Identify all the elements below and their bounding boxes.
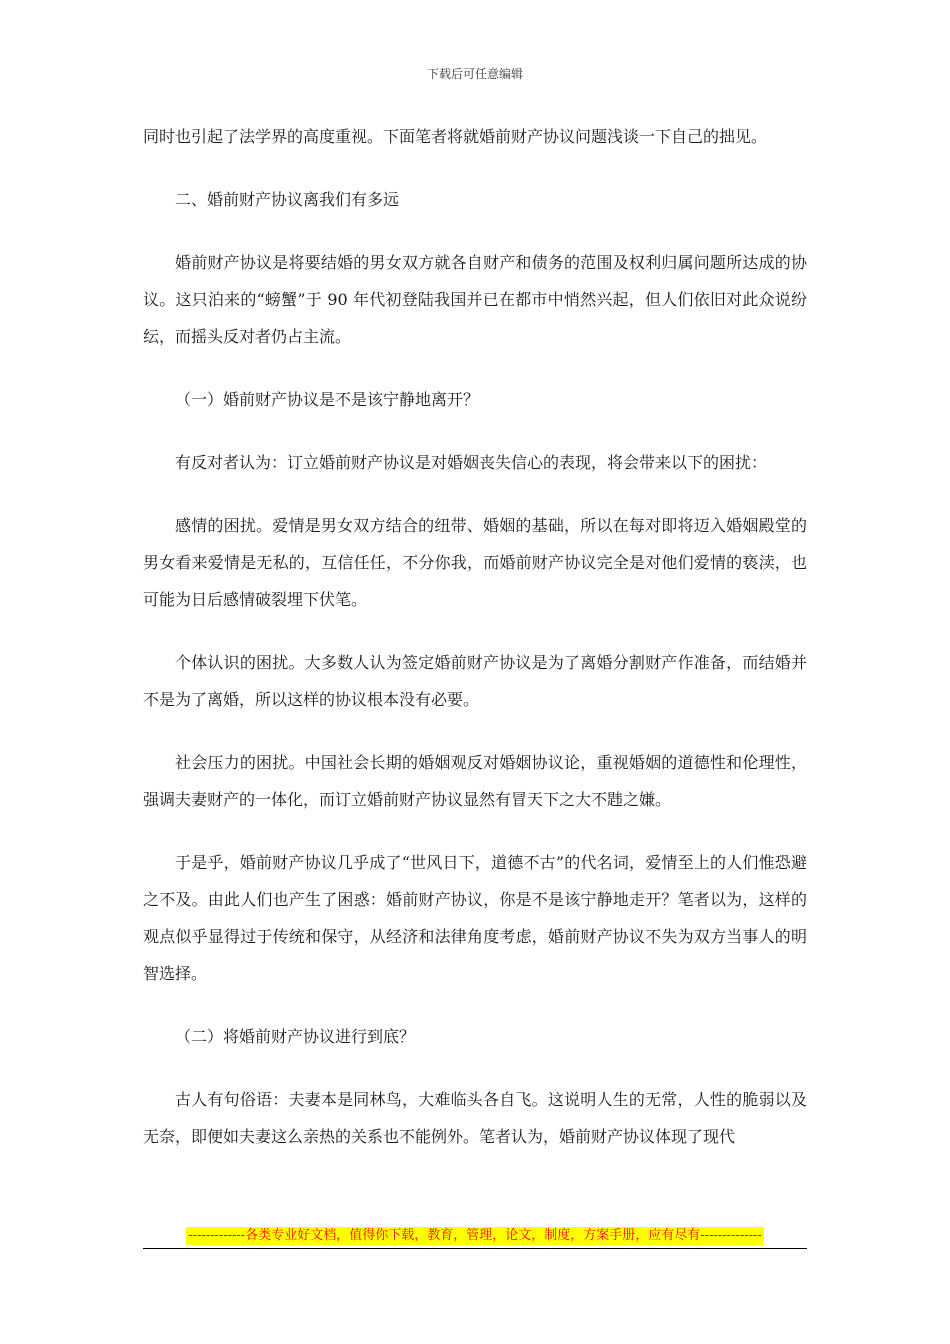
page-header: 下载后可任意编辑: [426, 67, 523, 81]
paragraph: 古人有句俗语：夫妻本是同林鸟，大难临头各自飞。这说明人生的无常，人性的脆弱以及无奈，即便如夫妻这么亲热的关系也不能例外。笔者认为，婚前财产协议体现了现代: [143, 1090, 807, 1146]
document-body: [143, 118, 807, 1181]
paragraph: 社会压力的困扰。中国社会长期的婚姻观反对婚姻协议论，重视婚姻的道德性和伦理性，强调夫妻财产的一体化，而订立婚前财产协议显然有冒天下之大不韪之嫌。: [143, 753, 807, 809]
section-heading: 二、婚前财产协议离我们有多远: [175, 190, 400, 209]
footer-banner: -------------各类专业好文档，值得你下载，教育，管理，论文，制度，方案手册，应有尽有--------------: [188, 1228, 762, 1243]
paragraph: 感情的困扰。爱情是男女双方结合的纽带、婚姻的基础，所以在每对即将迈入婚姻殿堂的男女看来爱情是无私的，互信任任，不分你我，而婚前财产协议完全是对他们爱情的亵渎，也可能为日后感情破裂埋下伏笔。: [143, 516, 807, 609]
paragraph: 同时也引起了法学界的高度重视。下面笔者将就婚前财产协议问题浅谈一下自己的拙见。: [143, 127, 768, 146]
paragraph: 有反对者认为：订立婚前财产协议是对婚姻丧失信心的表现，将会带来以下的困扰：: [175, 453, 768, 472]
footer-rule: [143, 1248, 807, 1249]
subsection-heading: （一）婚前财产协议是不是该宁静地离开？: [175, 390, 480, 409]
paragraph: 个体认识的困扰。大多数人认为签定婚前财产协议是为了离婚分割财产作准备，而结婚并不是为了离婚，所以这样的协议根本没有必要。: [143, 653, 807, 709]
page-footer: [143, 1224, 807, 1249]
paragraph: 于是乎，婚前财产协议几乎成了“世风日下，道德不古”的代名词，爱情至上的人们惟恐避之不及。由此人们也产生了困惑：婚前财产协议，你是不是该宁静地走开？笔者以为，这样的观点似乎显得过于传统和保守，从经济和法律角度考虑，婚前财产协议不失为双方当事人的明智选择。: [143, 853, 807, 983]
subsection-heading: （二）将婚前财产协议进行到底？: [175, 1027, 416, 1046]
paragraph: 婚前财产协议是将要结婚的男女双方就各自财产和债务的范围及权利归属问题所达成的协议。这只泊来的“螃蟹”于 90 年代初登陆我国并已在都市中悄然兴起，但人们依旧对此众说纷纭，而摇头反对者仍占主流。: [143, 253, 807, 346]
